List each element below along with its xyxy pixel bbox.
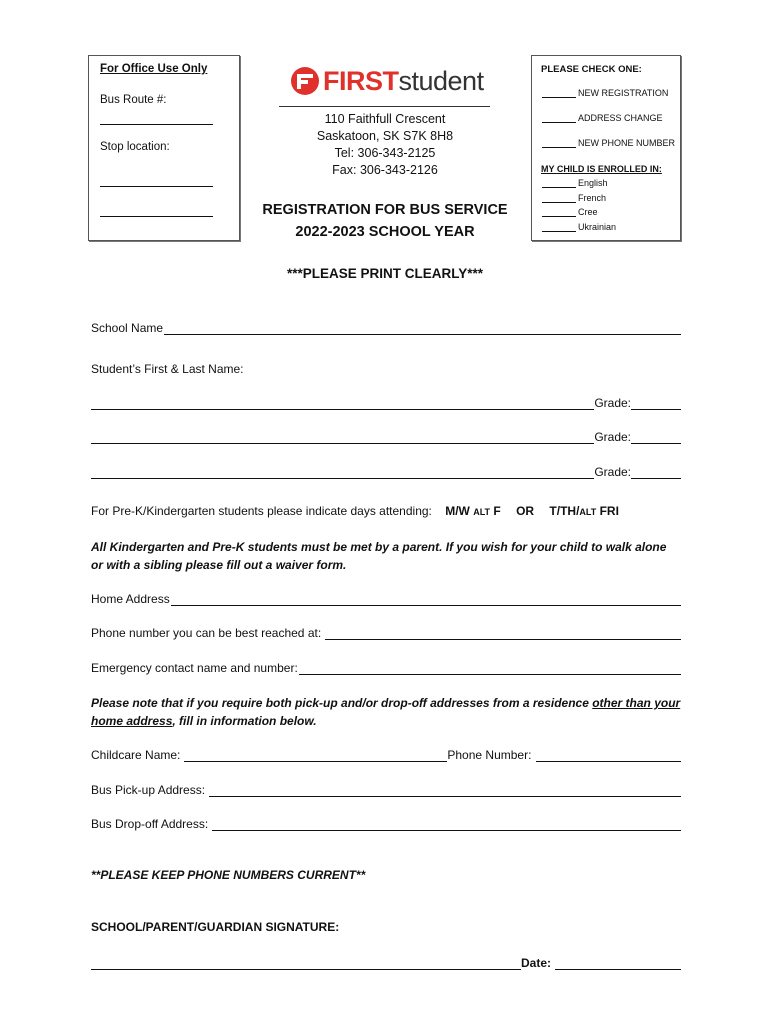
home-address-row — [91, 590, 681, 606]
check-title: PLEASE CHECK ONE: — [541, 64, 642, 75]
bus-route-label: Bus Route #: — [100, 94, 167, 106]
note-text-1: Please note that if you require both pick-up and/or drop-off addresses from a residence — [91, 696, 593, 710]
phone-field[interactable] — [325, 627, 681, 640]
student-name-field[interactable] — [91, 431, 594, 444]
page-title — [255, 199, 515, 243]
dropoff-field[interactable] — [212, 818, 681, 831]
logo-text-light: student — [398, 65, 484, 96]
office-use-title: For Office Use Only — [100, 63, 208, 75]
home-address-field[interactable] — [171, 593, 681, 606]
phone-row — [91, 624, 681, 640]
prek-alt2: ALT — [579, 507, 597, 517]
prek-alt1: ALT — [473, 507, 491, 517]
logo-text-bold: FIRST — [323, 65, 399, 96]
grade-label: Grade: — [594, 465, 631, 479]
lang-label: Cree — [578, 207, 598, 217]
student-row-2 — [91, 428, 681, 444]
stop-location-field-2[interactable] — [100, 204, 213, 217]
grade-label: Grade: — [594, 430, 631, 444]
signature-row — [91, 954, 681, 970]
grade-label: Grade: — [594, 396, 631, 410]
student-row-1 — [91, 394, 681, 410]
date-label: Date: — [520, 956, 551, 970]
signature-field[interactable] — [91, 957, 521, 970]
contact-tel: Tel: 306-343-2125 — [334, 146, 436, 160]
phone-label: Phone number you can be best reached at: — [91, 626, 322, 640]
print-clearly: ***PLEASE PRINT CLEARLY*** — [286, 266, 484, 281]
school-name-label: School Name — [91, 321, 164, 335]
title-line1: REGISTRATION FOR BUS SERVICE — [262, 202, 508, 218]
contact-address2: Saskatoon, SK S7K 8H8 — [316, 129, 454, 143]
dropoff-label: Bus Drop-off Address: — [91, 817, 209, 831]
prek-label: For Pre-K/Kindergarten students please indicate days attending: — [91, 504, 432, 518]
stop-location-label: Stop location: — [100, 141, 170, 153]
note-text-2: , fill in information below. — [172, 714, 317, 728]
pickup-row — [91, 781, 681, 797]
childcare-phone-label: Phone Number: — [447, 748, 532, 762]
option-label: ADDRESS CHANGE — [578, 113, 663, 123]
lang-label: French — [578, 193, 607, 203]
contact-block — [280, 111, 490, 179]
childcare-label: Childcare Name: — [91, 748, 181, 762]
emergency-row — [91, 659, 681, 675]
option-label: NEW REGISTRATION — [578, 88, 669, 98]
logo-divider — [279, 106, 490, 107]
dropoff-row — [91, 815, 681, 831]
grade-field[interactable] — [631, 431, 681, 444]
lang-label: English — [578, 178, 608, 188]
title-line2: 2022-2023 SCHOOL YEAR — [295, 224, 475, 240]
lang-label: Ukrainian — [578, 222, 617, 232]
residence-note — [91, 694, 681, 730]
student-row-3 — [91, 463, 681, 479]
student-name-field[interactable] — [91, 466, 594, 479]
option-label: NEW PHONE NUMBER — [578, 138, 676, 148]
logo-icon — [290, 66, 320, 96]
note-underline: other than your home address — [91, 696, 681, 728]
option-new-registration[interactable] — [542, 88, 668, 98]
option-address-change[interactable] — [542, 113, 663, 123]
childcare-field[interactable] — [184, 749, 447, 762]
pickup-label: Bus Pick-up Address: — [91, 783, 206, 797]
stop-location-field-1[interactable] — [100, 174, 213, 187]
prek-fri[interactable]: FRI — [599, 504, 619, 518]
childcare-phone-field[interactable] — [536, 749, 681, 762]
lang-english[interactable] — [542, 178, 608, 188]
lang-cree[interactable] — [542, 207, 598, 217]
lang-ukrainian[interactable] — [542, 222, 616, 232]
first-student-logo — [290, 64, 484, 98]
student-name-label: Student’s First & Last Name: — [91, 362, 244, 376]
lang-french[interactable] — [542, 193, 606, 203]
contact-address1: 110 Faithfull Crescent — [324, 112, 446, 126]
prek-f[interactable]: F — [493, 504, 501, 518]
prek-row — [91, 504, 619, 518]
school-name-row — [91, 319, 681, 335]
childcare-row — [91, 746, 681, 762]
student-name-field[interactable] — [91, 397, 594, 410]
student-name-label-row — [91, 360, 681, 376]
emergency-field[interactable] — [299, 662, 681, 675]
contact-fax: Fax: 306-343-2126 — [332, 163, 438, 177]
home-address-label: Home Address — [91, 592, 170, 606]
pickup-field[interactable] — [209, 784, 681, 797]
bus-route-field[interactable] — [100, 112, 213, 125]
school-name-field[interactable] — [164, 322, 681, 335]
emergency-label: Emergency contact name and number: — [91, 661, 298, 675]
prek-or: OR — [516, 504, 535, 518]
signature-label: SCHOOL/PARENT/GUARDIAN SIGNATURE: — [91, 920, 340, 934]
prek-tth[interactable]: T/TH/ — [549, 504, 580, 518]
enrolled-title: MY CHILD IS ENROLLED IN: — [541, 164, 662, 174]
kinder-note: All Kindergarten and Pre-K students must be met by a parent. If you wish for your child to walk alone or with a sibling please fill out a waiver form. — [91, 540, 667, 572]
keep-current-note: **PLEASE KEEP PHONE NUMBERS CURRENT** — [91, 868, 366, 882]
date-field[interactable] — [555, 957, 681, 970]
grade-field[interactable] — [631, 466, 681, 479]
grade-field[interactable] — [631, 397, 681, 410]
prek-mw[interactable]: M/W — [445, 504, 470, 518]
option-new-phone[interactable] — [542, 138, 675, 148]
